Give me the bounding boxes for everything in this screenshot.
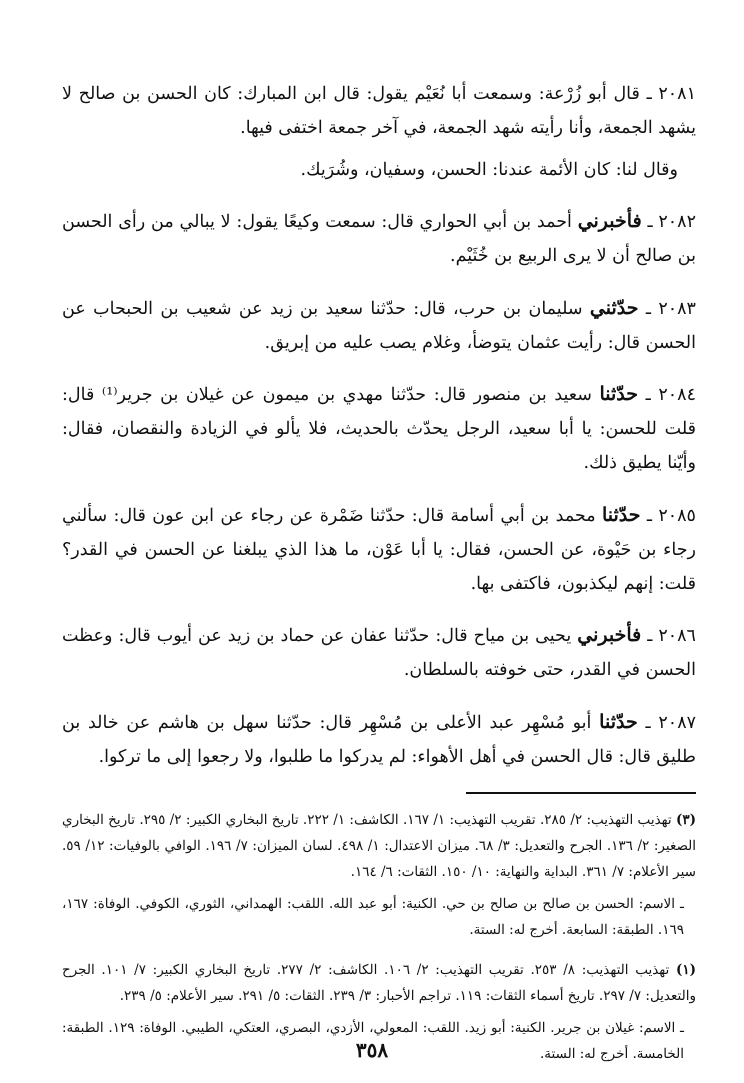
page-number: ٣٥٨ [355,1038,389,1062]
entry-number: ٢٠٨٥ ـ [646,505,696,526]
entry-2084 [62,377,696,480]
footnote-separator [466,792,696,794]
entry-number: ٢٠٨٧ ـ [645,712,696,733]
footnote-marker: (١) [675,961,697,978]
entry-text: أحمد بن أبي الحواري قال: سمعت وكيعًا يقول: لا يبالي من رأى الحسن بن صالح أن لا يرى الربيع بن خُثَيْم. [62,212,696,266]
entry-2085 [62,498,696,601]
entry-keyword: حدّثنا [599,710,638,733]
footnote-text: تهذيب التهذيب: ٨/ ٢٥٣. تقريب التهذيب: ٢/ ١٠٦. الكاشف: ٢/ ٢٧٧. تاريخ البخاري الكبير: ٧/ ١٠١. الجرح والتعديل: ٧/ ٢٩٧. تاريخ أسماء الثقات: ١١٩. تراجم الأحبار: ٣/ ٢٣٩. الثقات: ٥/ ٢٩١. سير الأعلام: ٥/ ٢٣٩. [62,961,696,1004]
entry-number: ٢٠٨١ ـ [646,83,696,104]
footnote-marker: (٣) [675,812,696,828]
footnote-1-bio: ـ الاسم: غيلان بن جرير. الكنية: أبو زيد. اللقب: المعولي، الأزدي، البصري، العتكي، الطيبي. الوفاة: ١٢٩. الطبقة: الخامسة. أخرج له: الستة. [62,1019,684,1062]
entry-2087 [62,705,696,774]
footnote-text: تهذيب التهذيب: ٢/ ٢٨٥. تقريب التهذيب: ١/ ١٦٧. الكاشف: ١/ ٢٢٢. تاريخ البخاري الكبير: ٢/ ٢٩٥. تاريخ البخاري الصغير: ٢/ ١٣٦. الجرح والتعديل: ٣/ ٦٨. ميزان الاعتدال: ١/ ٤٩٨. لسان الميزان: ٧/ ١٩٦. الوافي بالوفيات: ١٢/ ٥٩. سير الأعلام: ٧/ ٣٦١. البداية والنهاية: ١٠/ ١٥٠. الثقات: ٦/ ١٦٤. [62,812,697,880]
entry-number: ٢٠٨٢ ـ [647,212,696,232]
entry-text: قال أبو زُرْعة: وسمعت أبا نُعَيْم يقول: قال ابن المبارك: كان الحسن بن صالح لا يشهد الجمعة، وأنا رأيته شهد الجمعة، في آخر جمعة اختفى فيها. [62,83,696,138]
entry-text: يحيى بن مياح قال: حدّثنا عفان عن حماد بن زيد عن أيوب قال: وعظت الحسن في القدر، حتى خوفته بالسلطان. [62,626,696,680]
entry-keyword: حدّثني [589,296,639,319]
entry-2083 [62,291,696,360]
footnote-3 [62,807,696,885]
entry-text: سعيد بن منصور قال: حدّثنا مهدي بن ميمون عن غيلان بن جرير⁽¹⁾ قال: قلت للحسن: يا أبا سعيد، الرجل يحدّث بالحديث، فلا يألو في الزيادة والنقصان، فقال: وأيّنا يطيق ذلك. [62,385,696,473]
entry-keyword: حدّثنا [599,383,639,405]
entry-2081 [62,76,696,145]
entry-number: ٢٠٨٦ ـ [647,626,696,646]
entry-2086 [62,618,696,687]
entry-number: ٢٠٨٤ ـ [645,385,696,405]
entry-text: محمد بن أبي أسامة قال: حدّثنا ضَمْرة عن رجاء عن ابن عون قال: سألني رجاء بن حَيْوة، عن الحسن، فقال: يا أبا عَوْن، ما هذا الذي يبلغنا عن الحسن في القدر؟ قلت: إنهم ليكذبون، فاكتفى بها. [62,505,696,594]
entry-text: سليمان بن حرب، قال: حدّثنا سعيد بن زيد عن شعيب بن الحبحاب عن الحسن قال: رأيت عثمان يتوضأ، وغلام يصب عليه من إبريق. [62,298,696,353]
entry-keyword: فأخبرني [577,624,642,646]
entry-keyword: فأخبرني [577,210,642,232]
entry-number: ٢٠٨٣ ـ [645,298,696,319]
entry-text: أبو مُسْهِر عبد الأعلى بن مُسْهِر قال: حدّثنا سهل بن هاشم عن خالد بن طليق قال: قال الحسن في أهل الأهواء: لم يدركوا ما طلبوا، ولا رجعوا إلى ما تركوا. [62,712,696,767]
entry-2081-note: وقال لنا: كان الأئمة عندنا: الحسن، وسفيان، وشُرَيك. [300,159,678,180]
entry-keyword: حدّثنا [601,503,641,526]
footnote-3-bio: ـ الاسم: الحسن بن صالح بن صالح بن حي. الكنية: أبو عبد الله. اللقب: الهمداني، الثوري، الكوفي. الوفاة: ١٦٧، ١٦٩. الطبقة: السابعة. أخرج له: الستة. [62,896,684,938]
footnote-1 [62,957,696,1009]
entry-2082 [62,204,696,273]
page-body [62,58,696,1075]
